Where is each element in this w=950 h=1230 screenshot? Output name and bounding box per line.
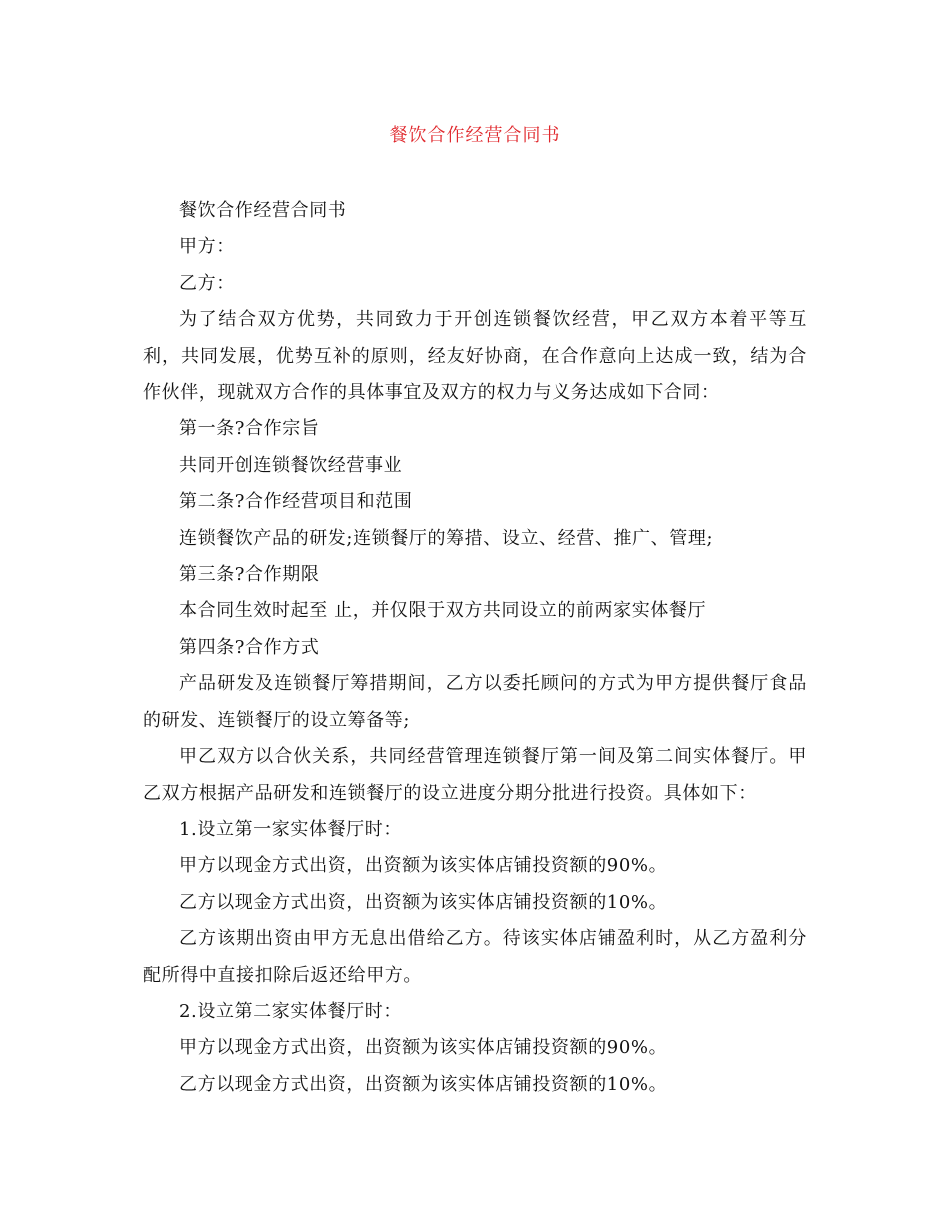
item-2-party-b: 乙方以现金方式出资，出资额为该实体店铺投资额的10%。 — [179, 1073, 668, 1095]
item-2-heading: 2.设立第二家实体餐厅时： — [179, 1000, 402, 1022]
item-1-party-b: 乙方以现金方式出资，出资额为该实体店铺投资额的10%。 — [179, 891, 668, 913]
document-body — [143, 193, 807, 1103]
item-1-heading: 1.设立第一家实体餐厅时： — [179, 818, 402, 840]
article-4-body-2: 甲乙双方以合伙关系，共同经营管理连锁餐厅第一间及第二间实体餐厅。甲乙双方根据产品研发和连锁餐厅的设立进度分期分批进行投资。具体如下： — [143, 746, 807, 804]
item-2-party-a: 甲方以现金方式出资，出资额为该实体店铺投资额的90%。 — [179, 1037, 668, 1059]
paragraph-preamble: 为了结合双方优势，共同致力于开创连锁餐饮经营，甲乙双方本着平等互利，共同发展，优势互补的原则，经友好协商，在合作意向上达成一致，结为合作伙伴，现就双方合作的具体事宜及双方的权力与义务达成如下合同： — [143, 309, 807, 404]
article-3-heading: 第三条?合作期限 — [179, 564, 320, 586]
article-1-heading: 第一条?合作宗旨 — [179, 418, 320, 440]
document-title: 餐饮合作经营合同书 — [389, 125, 561, 146]
article-3-body: 本合同生效时起至 止，并仅限于双方共同设立的前两家实体餐厅 — [179, 600, 707, 622]
item-1-loan-note: 乙方该期出资由甲方无息出借给乙方。待该实体店铺盈利时，从乙方盈利分配所得中直接扣除后返还给甲方。 — [143, 928, 807, 986]
paragraph-heading: 餐饮合作经营合同书 — [179, 200, 347, 221]
article-4-heading: 第四条?合作方式 — [179, 636, 320, 658]
article-1-body: 共同开创连锁餐饮经营事业 — [179, 454, 403, 476]
paragraph-party-a: 甲方： — [179, 236, 235, 258]
article-2-heading: 第二条?合作经营项目和范围 — [179, 491, 413, 513]
paragraph-party-b: 乙方： — [179, 272, 235, 294]
article-2-body: 连锁餐饮产品的研发;连锁餐厅的筹措、设立、经营、推广、管理; — [179, 527, 714, 549]
item-1-party-a: 甲方以现金方式出资，出资额为该实体店铺投资额的90%。 — [179, 855, 668, 877]
article-4-body-1: 产品研发及连锁餐厅筹措期间，乙方以委托顾问的方式为甲方提供餐厅食品的研发、连锁餐厅的设立筹备等; — [143, 673, 807, 731]
